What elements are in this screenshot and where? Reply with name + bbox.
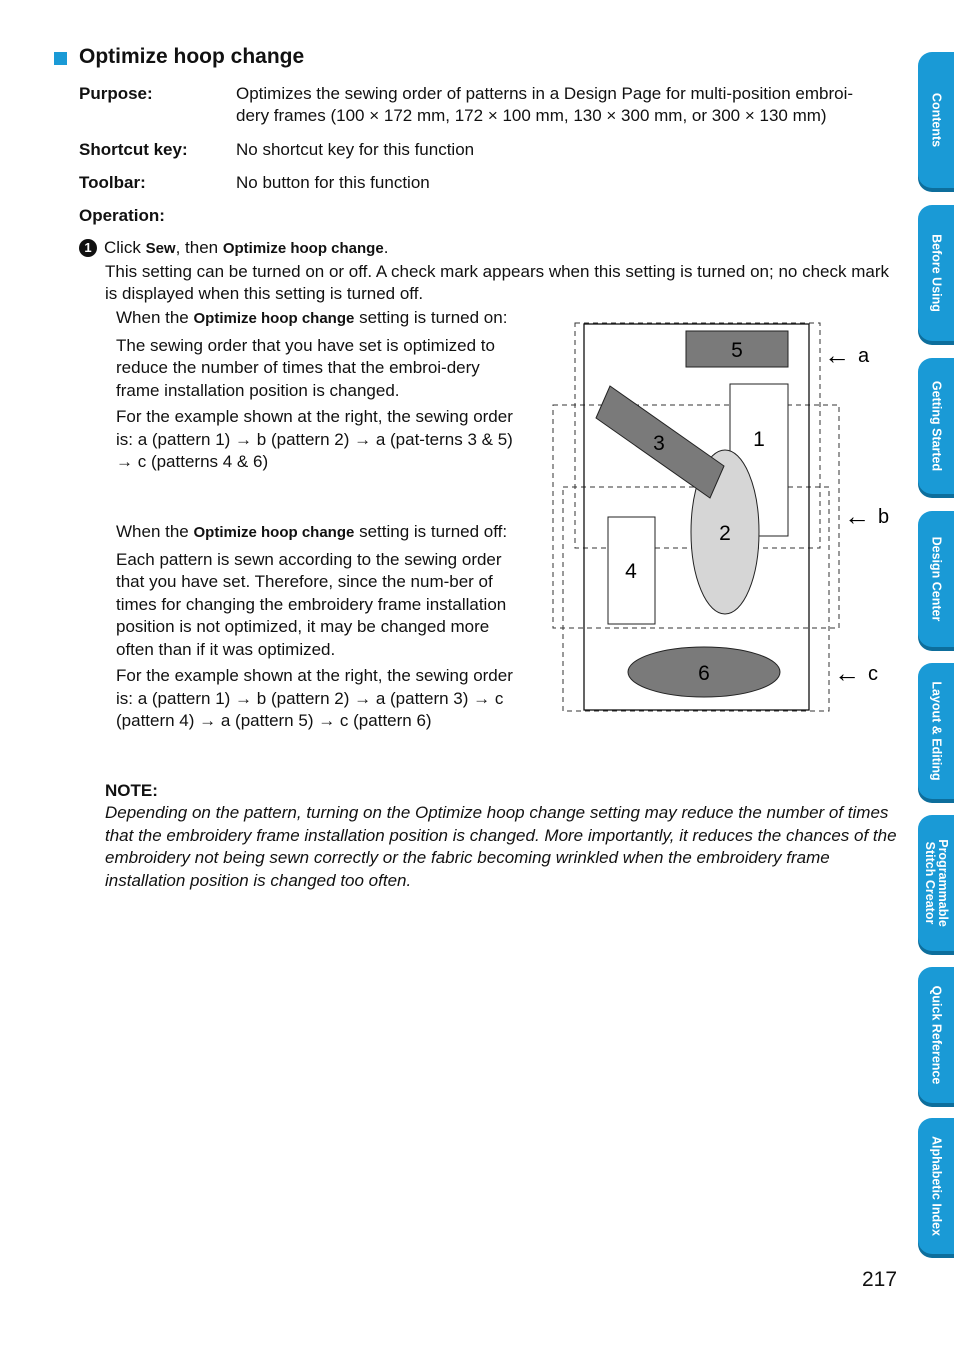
step-1-description: This setting can be turned on or off. A check mark appears when this setting is turned on; no check mark is displayed when this setting is turned off. [105, 262, 890, 303]
tab-layout-editing[interactable] [918, 663, 954, 799]
tab-getting-started-label: Getting Started [929, 380, 944, 472]
position-a-label: a [858, 345, 870, 367]
position-a-arrow-icon: ← [824, 340, 850, 370]
page-number: 217 [862, 1268, 898, 1291]
on-when-pre: When the [116, 308, 194, 327]
purpose-label: Purpose: [79, 84, 153, 103]
position-b-arrow-icon: ← [844, 501, 870, 531]
pattern-5-label: 5 [731, 339, 743, 362]
step-number-icon: 1 [79, 239, 97, 257]
note-label: NOTE: [105, 781, 158, 800]
tab-quick-reference-label: Quick Reference [929, 985, 944, 1085]
optimize-off-block [116, 521, 526, 737]
tab-contents-label: Contents [929, 92, 944, 148]
tab-alphabetic-index-label: Alphabetic Index [929, 1135, 944, 1237]
sew-menu-name: Sew [145, 240, 176, 257]
shortcut-key-label: Shortcut key: [79, 140, 188, 159]
off-when-pre: When the [116, 522, 194, 541]
pattern-4-label: 4 [625, 560, 637, 583]
hoop-positions-diagram [540, 315, 910, 725]
tab-design-center-label: Design Center [929, 536, 944, 622]
optimize-off-heading [116, 521, 526, 545]
optimize-on-heading [116, 307, 526, 331]
position-c-arrow-icon: ← [834, 658, 860, 688]
pattern-1-label: 1 [753, 428, 765, 451]
pattern-2-label: 2 [719, 522, 731, 545]
toolbar-value: No button for this function [236, 173, 430, 192]
tab-design-center[interactable] [918, 511, 954, 647]
section-title: Optimize hoop change [79, 45, 305, 68]
optimize-on-paragraph-1: The sewing order that you have set is optimized to reduce the number of times that the embroi-dery frame installation position is changed. [116, 335, 495, 400]
shortcut-key-value: No shortcut key for this function [236, 140, 475, 159]
optimize-off-paragraph-2: For the example shown at the right, the sewing order is: a (pattern 1) → b (pattern 2) → a (pattern 3) → c (pattern 4) → a (pattern 5) → c (pattern 6) [116, 666, 513, 730]
section-bullet-icon [54, 52, 67, 65]
off-when-post: setting is turned off: [354, 522, 508, 541]
position-c-label: c [868, 663, 878, 685]
tab-contents[interactable] [918, 52, 954, 188]
pattern-3-label: 3 [653, 432, 665, 455]
tab-programmable-stitch-creator-label: Programmable Stitch Creator [923, 839, 950, 927]
operation-label: Operation: [79, 206, 165, 225]
tab-before-using[interactable] [918, 205, 954, 341]
position-b-label: b [878, 506, 890, 528]
step-period: . [383, 238, 389, 257]
tab-quick-reference[interactable] [918, 967, 954, 1103]
on-when-post: setting is turned on: [354, 308, 508, 327]
step-1-instruction [104, 237, 388, 260]
pattern-6-label: 6 [698, 662, 710, 685]
optimize-on-block [116, 307, 526, 478]
note-text: Depending on the pattern, turning on the Optimize hoop change setting may reduce the number of times that the embroidery frame installation position is changed. More importantly, it reduces the chances of the embroidery not being sewn correctly or the fabric becoming wrinkled when the embroidery frame installation position is changed too often. [105, 803, 897, 890]
tab-before-using-label: Before Using [929, 234, 944, 312]
toolbar-label: Toolbar: [79, 173, 146, 192]
step-click-text: Click [104, 238, 146, 257]
on-when-bold: Optimize hoop change [193, 310, 355, 327]
optimize-off-paragraph-1: Each pattern is sewn according to the sewing order that you have set. Therefore, since the num-ber of times for changing the embroidery frame installation position is not optimized, it may be changed more often than if it was optimized. [116, 549, 507, 659]
tab-alphabetic-index[interactable] [918, 1118, 954, 1254]
off-when-bold: Optimize hoop change [193, 524, 355, 541]
optimize-menu-name: Optimize hoop change [222, 240, 384, 257]
tab-getting-started[interactable] [918, 358, 954, 494]
purpose-value: Optimizes the sewing order of patterns in a Design Page for multi-position embroi- dery frames (100 × 172 mm, 172 × 100 mm, 130 × 300 mm, or 300 × 130 mm) [236, 84, 854, 125]
optimize-on-paragraph-2: For the example shown at the right, the sewing order is: a (pattern 1) → b (pattern 2) → a (pat-terns 3 & 5) → c (patterns 4 & 6) [116, 407, 513, 471]
tab-layout-editing-label: Layout & Editing [929, 681, 944, 781]
tab-programmable-stitch-creator[interactable] [918, 815, 954, 951]
step-then-text: , then [175, 238, 223, 257]
